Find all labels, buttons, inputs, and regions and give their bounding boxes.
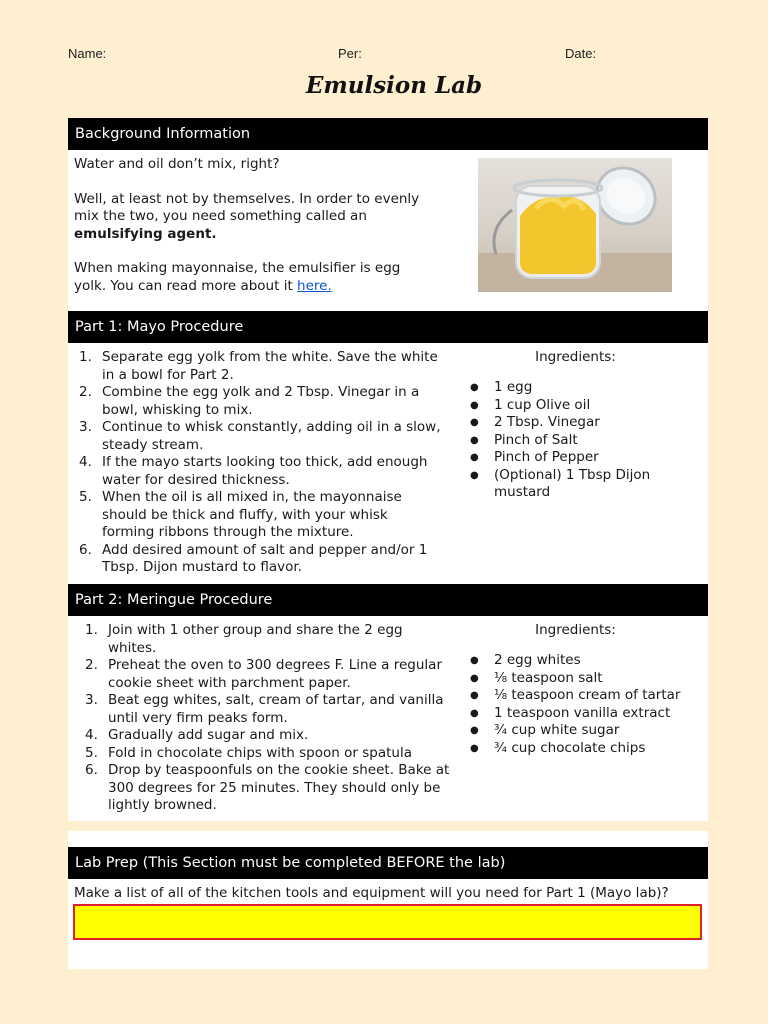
ingredient-item: ● 1 egg xyxy=(470,379,533,395)
part2-heading: Part 2: Meringue Procedure xyxy=(68,584,708,616)
ingredient-item: ● (Optional) 1 Tbsp Dijon mustard xyxy=(470,466,651,500)
ingredient-item: ● ¾ cup chocolate chips xyxy=(470,739,646,756)
part2-steps xyxy=(80,622,450,815)
background-heading: Background Information xyxy=(68,118,708,150)
background-paragraph-3: When making mayonnaise, the emulsifier is egg yolk. You can read more about it here. xyxy=(74,260,401,294)
mayonnaise-jar-photo xyxy=(478,158,672,292)
period-label: Per: xyxy=(338,46,362,61)
list-item: 4. If the mayo starts looking too thick, add enough water for desired thickness. xyxy=(79,454,428,488)
background-paragraph-1: Water and oil don’t mix, right? xyxy=(74,156,280,172)
ingredient-item: ● 1 teaspoon vanilla extract xyxy=(470,704,671,721)
list-item: 6. Drop by teaspoonfuls on the cookie sheet. Bake at 300 degrees for 25 minutes. They should only be lightly browned. xyxy=(85,762,450,813)
list-item: 1. Separate egg yolk from the white. Save the white in a bowl for Part 2. xyxy=(79,349,438,383)
list-item: 5. Fold in chocolate chips with spoon or spatula xyxy=(85,744,412,761)
ingredient-item: ● ⅛ teaspoon cream of tartar xyxy=(470,687,681,703)
list-item: 2. Combine the egg yolk and 2 Tbsp. Vinegar in a bowl, whisking to mix. xyxy=(79,384,420,418)
name-label: Name: xyxy=(68,46,107,61)
ingredient-item: ● Pinch of Salt xyxy=(470,431,578,448)
ingredient-item: ● Pinch of Pepper xyxy=(470,449,599,465)
list-item: 3. Beat egg whites, salt, cream of tartar, and vanilla until very firm peaks form. xyxy=(85,692,444,726)
ingredient-item: ● ⅛ teaspoon salt xyxy=(470,669,603,686)
part1-steps xyxy=(74,349,444,577)
part1-heading: Part 1: Mayo Procedure xyxy=(68,311,708,343)
ingredient-item: ● 1 cup Olive oil xyxy=(470,396,591,413)
part2-panel xyxy=(68,616,708,821)
ingredient-item: ● 2 Tbsp. Vinegar xyxy=(470,414,600,430)
read-more-link[interactable]: here. xyxy=(297,277,332,294)
lab-prep-body xyxy=(68,879,708,969)
mayonnaise-jar-image xyxy=(478,158,672,292)
list-item: 2. Preheat the oven to 300 degrees F. Line a regular cookie sheet with parchment paper. xyxy=(85,657,442,691)
part2-ingredients-list xyxy=(470,652,706,757)
part1-ingredients-list xyxy=(470,379,706,502)
background-text xyxy=(74,156,434,295)
list-item: 6. Add desired amount of salt and pepper and/or 1 Tbsp. Dijon mustard to flavor. xyxy=(79,541,428,575)
part2-ingredients-heading: Ingredients: xyxy=(535,622,616,638)
ingredient-item: ● ¾ cup white sugar xyxy=(470,722,620,738)
lab-prep-heading: Lab Prep (This Section must be completed BEFORE the lab) xyxy=(68,847,708,879)
page-title: Emulsion Lab xyxy=(305,72,483,99)
background-paragraph-2: Well, at least not by themselves. In order to evenly mix the two, you need something called an emulsifying agent. xyxy=(74,190,420,242)
background-panel xyxy=(68,150,708,312)
ingredient-item: ● 2 egg whites xyxy=(470,652,581,668)
list-item: 3. Continue to whisk constantly, adding oil in a slow, steady stream. xyxy=(79,419,441,453)
lab-prep-question: Make a list of all of the kitchen tools and equipment will you need for Part 1 (Mayo lab)? xyxy=(74,885,669,901)
emulsifying-agent-term: emulsifying agent. xyxy=(74,225,217,242)
list-item: 5. When the oil is all mixed in, the mayonnaise should be thick and fluffy, with your whisk forming ribbons through the mixture. xyxy=(79,489,402,540)
list-item: 1. Join with 1 other group and share the 2 egg whites. xyxy=(85,622,403,656)
part1-ingredients-heading: Ingredients: xyxy=(535,349,616,365)
part1-panel xyxy=(68,343,708,584)
date-label: Date: xyxy=(565,46,597,61)
list-item: 4. Gradually add sugar and mix. xyxy=(85,727,309,743)
tools-answer-field[interactable] xyxy=(73,904,702,940)
